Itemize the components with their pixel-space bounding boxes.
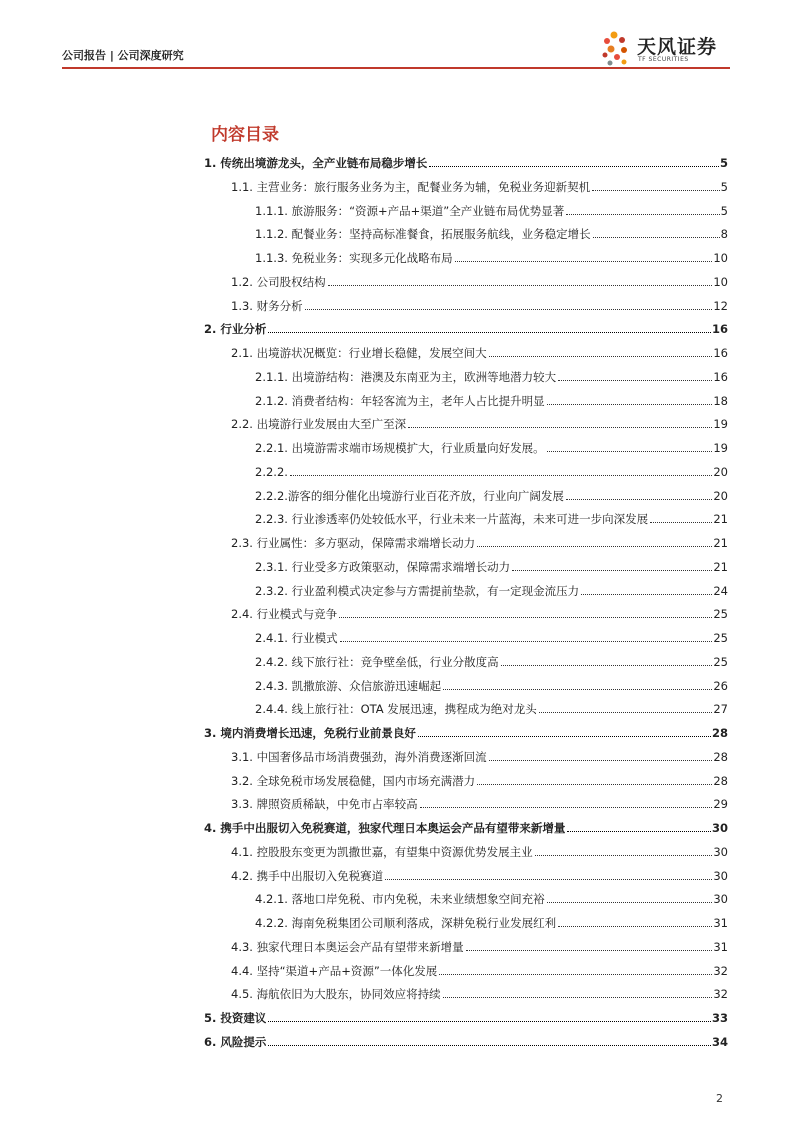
toc-leader-dots [420,807,713,808]
toc-entry-page: 32 [713,963,728,978]
toc-leader-dots [418,736,711,737]
toc-leader-dots [443,997,713,998]
toc-leader-dots [439,974,712,975]
toc-entry-page: 21 [713,559,728,574]
toc-leader-dots [268,332,711,333]
toc-entry-label: 3.2. 全球免税市场发展稳健，国内市场充满潜力 [231,773,476,788]
toc-leader-dots [539,712,713,713]
toc-entry-label: 2. 行业分析 [204,322,267,337]
toc-entry[interactable] [231,791,728,811]
toc-entry[interactable] [255,483,728,503]
logo-name: 天风证券 [637,36,718,58]
toc-entry-label: 1.1.3. 免税业务：实现多元化战略布局 [255,251,453,265]
toc-entry-page: 34 [711,1034,728,1049]
toc-leader-dots [290,475,712,476]
toc-entry[interactable] [255,364,728,384]
toc-entry[interactable] [255,435,728,455]
toc-entry[interactable] [204,150,728,170]
toc-leader-dots [268,1045,711,1046]
toc-entry[interactable] [255,649,728,669]
toc-entry-page: 25 [713,654,728,669]
toc-leader-dots [385,879,712,880]
toc-entry-label: 4.2. 携手中出服切入免税赛道 [231,868,384,883]
toc-leader-dots [305,309,713,310]
toc-entry-page: 12 [713,298,728,313]
toc-entry-page: 20 [713,488,728,503]
toc-entry[interactable] [255,696,728,716]
header-divider [62,67,730,69]
toc-entry-label: 2.4. 行业模式与竞争 [231,607,338,622]
toc-entry[interactable] [231,293,728,313]
toc-entry-page: 8 [720,227,728,242]
toc-entry-page: 29 [713,797,728,812]
toc-entry[interactable] [255,506,728,526]
company-logo [600,30,730,70]
toc-entry-page: 10 [713,251,728,265]
toc-entry-label: 2.3. 行业属性：多方驱动，保障需求端增长动力 [231,536,476,550]
toc-leader-dots [477,784,712,785]
toc-leader-dots [558,926,712,927]
toc-entry-page: 30 [713,844,728,859]
toc-entry-page: 25 [713,607,728,622]
toc-entry-label: 2.2.1. 出境游需求端市场规模扩大，行业质量向好发展。 [255,441,545,455]
toc-entry[interactable] [255,625,728,645]
toc-entry[interactable] [255,459,728,479]
toc-entry[interactable] [231,340,728,360]
toc-leader-dots [535,855,713,856]
toc-entry[interactable] [231,744,728,764]
toc-entry-page: 16 [713,369,728,384]
toc-leader-dots [489,760,713,761]
toc-entry[interactable] [204,720,728,740]
toc-entry[interactable] [204,815,728,835]
toc-entry-label: 4.4. 坚持“渠道+产品+资源”一体化发展 [231,963,438,978]
toc-entry-page: 5 [720,179,728,194]
toc-entry-label: 2.2.2. [255,464,288,479]
toc-entry-label: 4.3. 独家代理日本奥运会产品有望带来新增量 [231,939,464,954]
toc-leader-dots [558,380,712,381]
toc-entry-label: 2.3.2. 行业盈利模式决定参与方需提前垫款，有一定现金流压力 [255,583,580,598]
toc-entry-label: 6. 风险提示 [204,1034,267,1049]
toc-entry-label: 2.2.3. 行业渗透率仍处较低水平，行业未来一片蓝海，未来可进一步向深发展 [255,512,649,527]
toc-entry[interactable] [231,601,728,621]
toc-entry-label: 4.2.2. 海南免税集团公司顺利落成，深耕免税行业发展红利 [255,916,557,930]
toc-entry-page: 28 [713,749,728,764]
toc-entry[interactable] [204,1005,728,1025]
toc-leader-dots [429,166,719,167]
toc-entry[interactable] [255,554,728,574]
toc-leader-dots [547,451,713,452]
logo-subtitle: TF SECURITIES [638,56,689,63]
toc-entry-label: 1. 传统出境游龙头，全产业链布局稳步增长 [204,156,428,170]
toc-entry-page: 25 [713,631,728,645]
toc-entry-page: 31 [713,916,728,930]
toc-entry-label: 1.2. 公司股权结构 [231,274,326,289]
toc-leader-dots [339,617,712,618]
toc-entry-label: 3.3. 牌照资质稀缺，中免市占率较高 [231,797,418,812]
toc-leader-dots [477,546,712,547]
toc-entry[interactable] [255,886,728,906]
toc-leader-dots [489,356,713,357]
toc-entry-page: 30 [711,821,728,835]
toc-entry-page: 28 [713,773,728,788]
toc-entry[interactable] [231,768,728,788]
toc-leader-dots [567,831,711,832]
toc-leader-dots [466,950,713,951]
toc-entry[interactable] [231,411,728,431]
toc-leader-dots [268,1021,711,1022]
toc-entry[interactable] [231,530,728,550]
toc-entry-page: 16 [711,322,728,337]
toc-leader-dots [650,522,712,523]
toc-entry-label: 2.1. 出境游状况概览：行业增长稳健，发展空间大 [231,346,487,360]
page-header [62,30,730,70]
toc-entry-label: 5. 投资建议 [204,1011,267,1025]
toc-entry-page: 5 [720,203,728,218]
toc-leader-dots [512,570,712,571]
toc-leader-dots [455,261,713,262]
toc-entry-page: 30 [713,868,728,883]
toc-entry-page: 20 [713,464,728,479]
toc-entry[interactable] [231,981,728,1001]
toc-entry[interactable] [255,388,728,408]
toc-entry[interactable] [231,174,728,194]
toc-leader-dots [593,237,720,238]
toc-leader-dots [547,902,713,903]
toc-entry[interactable] [231,863,728,883]
toc-entry-page: 32 [713,987,728,1002]
toc-leader-dots [408,427,712,428]
toc-leader-dots [547,404,713,405]
toc-leader-dots [328,285,713,286]
toc-entry[interactable] [255,245,728,265]
toc-entry-page: 30 [713,892,728,907]
toc-entry-label: 1.1.1. 旅游服务：“资源+产品+渠道”全产业链布局优势显著 [255,203,565,218]
toc-entry-page: 26 [713,678,728,693]
toc-entry-page: 10 [713,274,728,289]
toc-entry-label: 2.2.2.游客的细分催化出境游行业百花齐放，行业向广阔发展 [255,488,564,503]
toc-entry-page: 19 [713,417,728,432]
toc-entry-page: 21 [713,536,728,550]
toc-entry-label: 3.1. 中国奢侈品市场消费强劲，海外消费逐渐回流 [231,749,487,764]
toc-leader-dots [581,594,712,595]
toc-leader-dots [592,190,720,191]
toc-entry[interactable] [204,316,728,336]
toc-entry-label: 2.4.3. 凯撒旅游、众信旅游迅速崛起 [255,678,442,693]
toc-entry[interactable] [255,578,728,598]
toc-entry-label: 1.1.2. 配餐业务：坚持高标准餐食，拓展服务航线，业务稳定增长 [255,227,591,242]
toc-entry-label: 2.4.4. 线上旅行社：OTA 发展迅速，携程成为绝对龙头 [255,702,537,717]
toc-entry-label: 2.1.2. 消费者结构：年轻客流为主，老年人占比提升明显 [255,393,545,408]
toc-entry-label: 4. 携手中出服切入免税赛道，独家代理日本奥运会产品有望带来新增量 [204,821,566,835]
toc-entry-page: 24 [713,583,728,598]
toc-entry-label: 4.2.1. 落地口岸免税、市内免税，未来业绩想象空间充裕 [255,892,545,907]
toc-entry-page: 31 [713,939,728,954]
toc-entry-label: 4.5. 海航依旧为大股东，协同效应将持续 [231,987,441,1002]
toc-entry[interactable] [255,673,728,693]
toc-entry[interactable] [255,910,728,930]
toc-entry-page: 16 [713,346,728,360]
toc-entry[interactable] [255,198,728,218]
toc-entry-page: 5 [719,156,728,170]
toc-entry-page: 18 [713,393,728,408]
toc-entry-label: 1.3. 财务分析 [231,298,303,313]
toc-leader-dots [340,641,713,642]
toc-title: 内容目录 [211,125,279,145]
toc-entry-label: 3. 境内消费增长迅速，免税行业前景良好 [204,726,416,740]
toc-entry-page: 27 [713,702,728,717]
toc-entry[interactable] [231,269,728,289]
toc-entry-page: 19 [713,441,728,455]
toc-entry[interactable] [231,839,728,859]
toc-entry[interactable] [231,958,728,978]
toc-entry-label: 4.1. 控股股东变更为凯撒世嘉，有望集中资源优势发展主业 [231,844,533,859]
toc-leader-dots [443,689,712,690]
toc-leader-dots [566,214,719,215]
toc-entry[interactable] [231,934,728,954]
toc-entry-label: 2.4.2. 线下旅行社：竞争壁垒低，行业分散度高 [255,654,499,669]
toc-entry-page: 21 [713,512,728,527]
toc-entry-label: 2.4.1. 行业模式 [255,631,338,645]
toc-entry-page: 33 [711,1011,728,1025]
logo-flower-icon [600,30,634,70]
toc-entry[interactable] [255,221,728,241]
page-number: 2 [716,1092,723,1105]
report-type-label: 公司报告 | 公司深度研究 [62,49,184,62]
toc-entry-label: 1.1. 主营业务：旅行服务业务为主，配餐业务为辅，免税业务迎新契机 [231,179,591,194]
toc-leader-dots [566,499,712,500]
toc-entry-label: 2.2. 出境游行业发展由大至广至深 [231,417,407,432]
toc-entry-page: 28 [711,726,728,740]
toc-leader-dots [501,665,713,666]
toc-entry-label: 2.3.1. 行业受多方政策驱动，保障需求端增长动力 [255,559,511,574]
toc-entry-label: 2.1.1. 出境游结构：港澳及东南亚为主，欧洲等地潜力较大 [255,369,557,384]
toc-entry[interactable] [204,1029,728,1049]
